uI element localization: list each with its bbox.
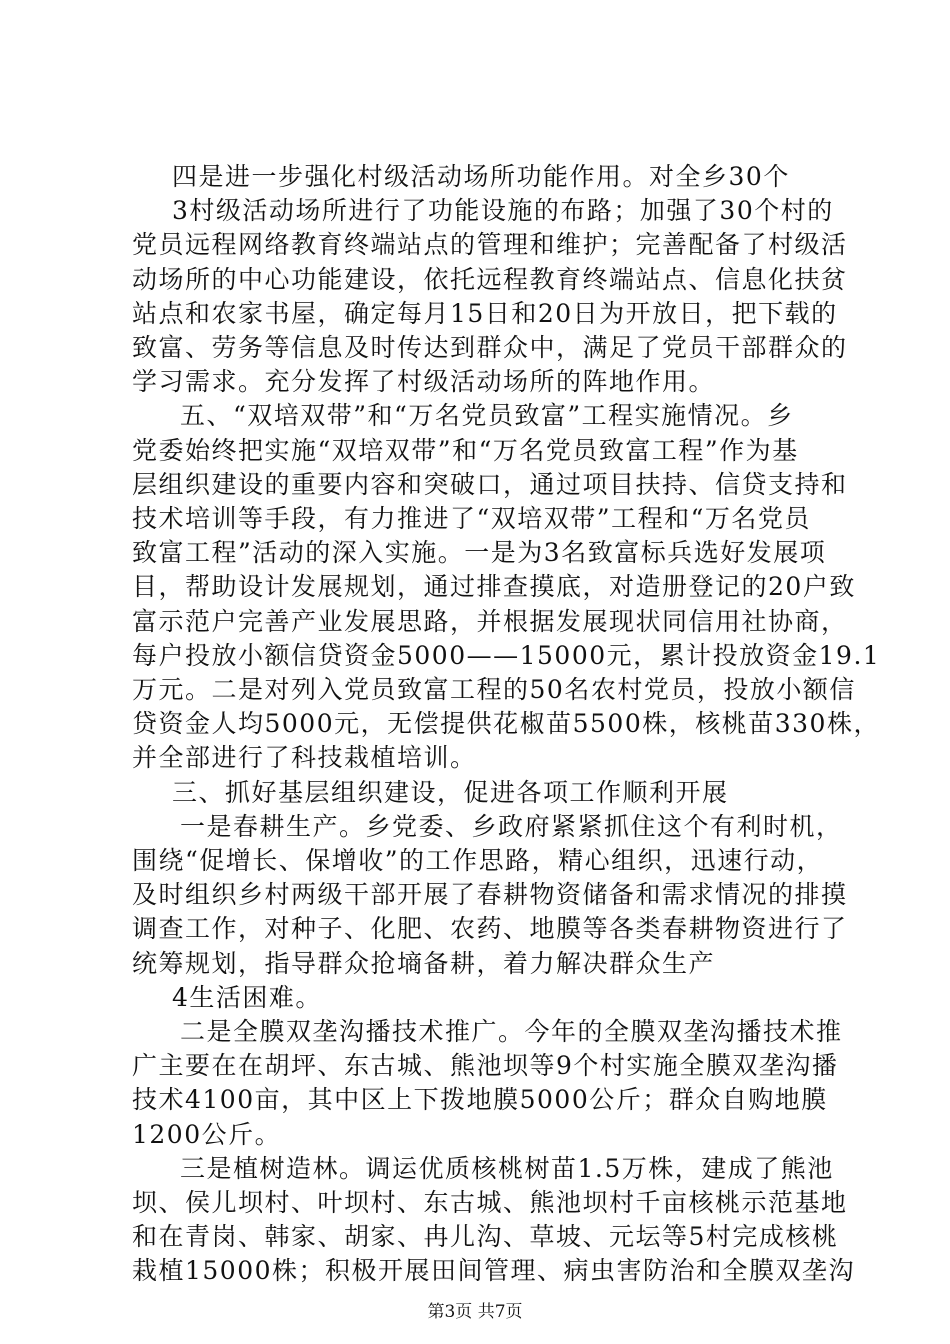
text-line: 党委始终把实施“双培双带”和“万名党员致富工程”作为基 bbox=[132, 435, 799, 465]
text-line: 及时组织乡村两级干部开展了春耕物资储备和需求情况的排摸 bbox=[132, 880, 848, 910]
text-line: 调查工作，对种子、化肥、农药、地膜等各类春耕物资进行了 bbox=[132, 914, 848, 944]
text-line: 学习需求。充分发挥了村级活动场所的阵地作用。 bbox=[132, 367, 716, 397]
section-heading: 三、抓好基层组织建设，促进各项工作顺利开展 bbox=[172, 777, 729, 807]
text-line: 四是进一步强化村级活动场所功能作用。对全乡30个 bbox=[172, 162, 790, 191]
text-line: 3村级活动场所进行了功能设施的布路；加强了30个村的 bbox=[172, 196, 834, 226]
text-line: 贷资金人均5000元，无偿提供花椒苗5500株，核桃苗330株， bbox=[132, 709, 880, 739]
text-line: 技术4100亩，其中区上下拨地膜5000公斤；群众自购地膜 bbox=[132, 1085, 828, 1115]
text-line: 技术培训等手段，有力推进了“双培双带”工程和“万名党员 bbox=[132, 504, 811, 533]
text-line: 和在青岗、韩家、胡家、冉儿沟、草坡、元坛等5村完成核桃 bbox=[132, 1222, 839, 1252]
text-line: 并全部进行了科技栽植培训。 bbox=[132, 743, 477, 773]
text-line: 目，帮助设计发展规划，通过排查摸底，对造册登记的20户致 bbox=[132, 572, 856, 602]
section-heading: 五、“双培双带”和“万名党员致富”工程实施情况。乡 bbox=[180, 401, 794, 431]
text-line: 三是植树造林。调运优质核桃树苗1.5万株，建成了熊池 bbox=[180, 1153, 834, 1183]
text-line: 富示范户完善产业发展思路，并根据发展现状同信用社协商， bbox=[132, 606, 848, 636]
text-line: 万元。二是对列入党员致富工程的50名农村党员，投放小额信 bbox=[132, 675, 856, 704]
text-line: 一是春耕生产。乡党委、乡政府紧紧抓住这个有利时机， bbox=[180, 811, 843, 841]
page-footer: 第3页 共7页 bbox=[427, 1302, 523, 1322]
text-line: 统筹规划，指导群众抢墒备耕，着力解决群众生产 bbox=[132, 948, 716, 978]
text-line: 每户投放小额信贷资金5000——15000元，累计投放资金19.1 bbox=[132, 640, 881, 670]
text-line: 致富工程”活动的深入实施。一是为3名致富标兵选好发展项 bbox=[132, 538, 827, 568]
text-line: 致富、劳务等信息及时传达到群众中，满足了党员干部群众的 bbox=[132, 333, 848, 362]
text-line: 动场所的中心功能建设，依托远程教育终端站点、信息化扶贫 bbox=[132, 264, 848, 294]
text-line: 围绕“促增长、保增收”的工作思路，精心组织，迅速行动， bbox=[132, 846, 824, 875]
text-line: 栽植15000株；积极开展田间管理、病虫害防治和全膜双垄沟 bbox=[132, 1256, 856, 1286]
text-line: 4生活困难。 bbox=[172, 982, 322, 1012]
text-line: 党员远程网络教育终端站点的管理和维护；完善配备了村级活 bbox=[132, 230, 848, 260]
text-line: 站点和农家书屋，确定每月15日和20日为开放日，把下载的 bbox=[132, 298, 838, 328]
text-line: 层组织建设的重要内容和突破口，通过项目扶持、信贷支持和 bbox=[132, 469, 848, 499]
text-line: 1200公斤。 bbox=[132, 1119, 282, 1149]
text-line: 二是全膜双垄沟播技术推广。今年的全膜双垄沟播技术推 bbox=[180, 1017, 843, 1046]
text-line: 坝、侯儿坝村、叶坝村、东古城、熊池坝村千亩核桃示范基地 bbox=[132, 1188, 848, 1217]
text-line: 广主要在在胡坪、东古城、熊池坝等9个村实施全膜双垄沟播 bbox=[132, 1051, 839, 1081]
